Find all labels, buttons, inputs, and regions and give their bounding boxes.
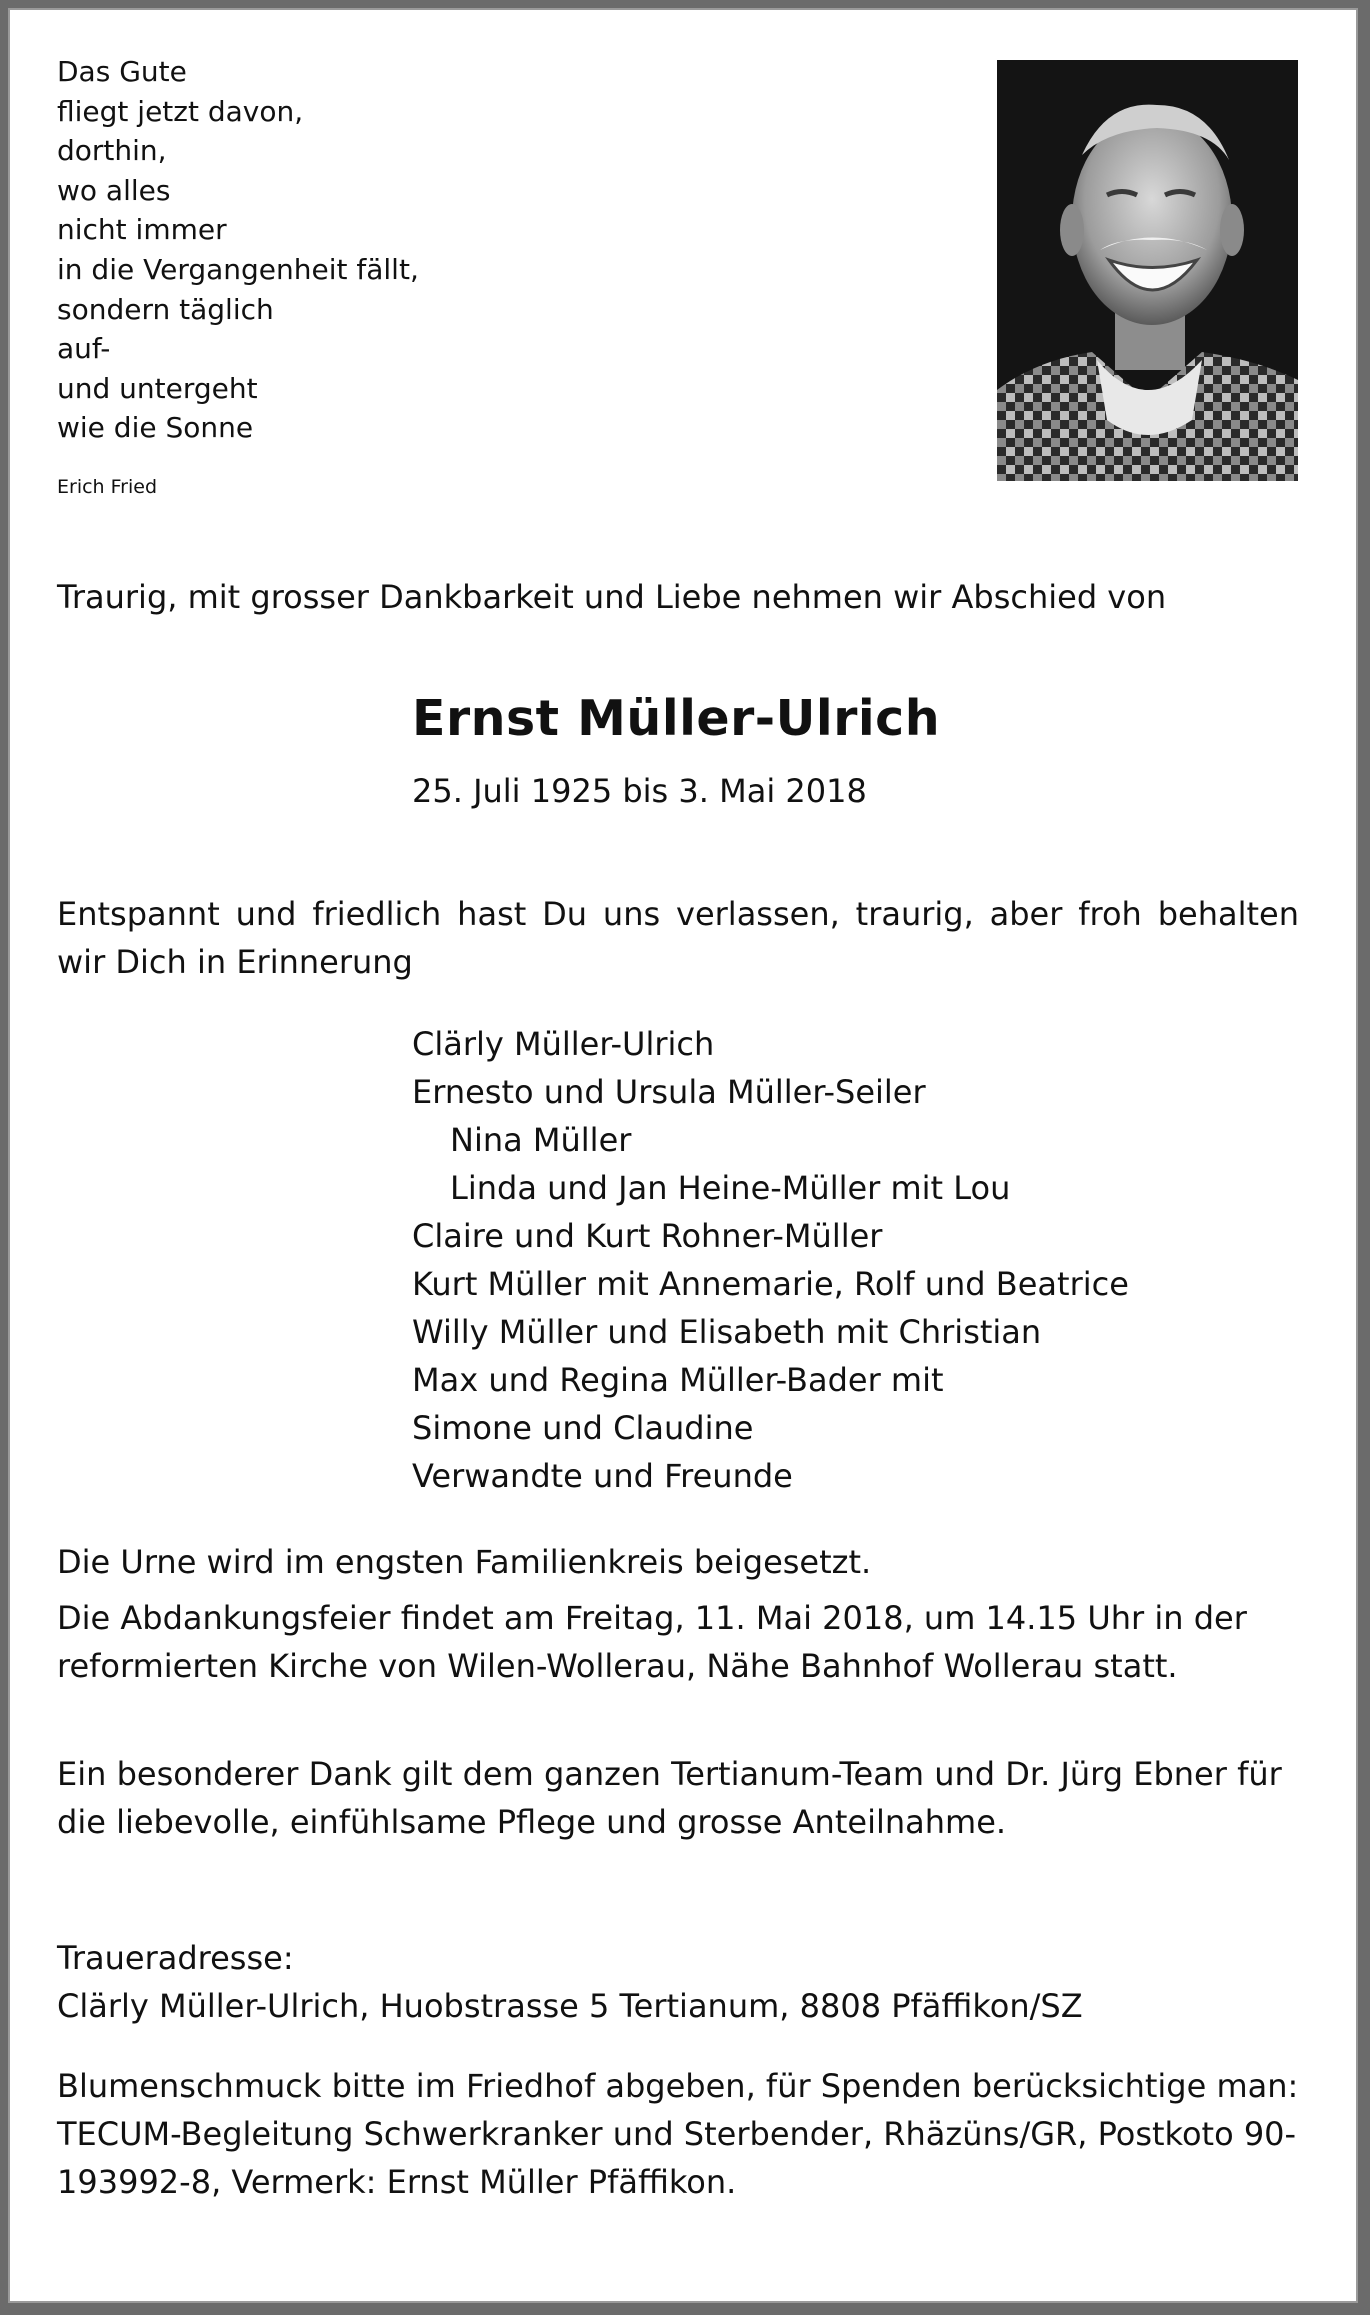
address-value: Clärly Müller-Ulrich, Huobstrasse 5 Tertianum, 8808 Pfäffikon/SZ [57, 1987, 1083, 2025]
mourner: Verwandte und Freunde [412, 1457, 793, 1495]
mourner: Linda und Jan Heine-Müller mit Lou [450, 1169, 1011, 1207]
poem-line: sondern täglich [57, 292, 274, 326]
portrait-photo [997, 60, 1298, 481]
poem-author: Erich Fried [57, 476, 158, 498]
poem-line: fliegt jetzt davon, [57, 94, 304, 128]
urn-notice: Die Urne wird im engsten Familienkreis beigesetzt. [57, 1543, 872, 1581]
mourner: Kurt Müller mit Annemarie, Rolf und Beatrice [412, 1265, 1129, 1303]
poem-line: nicht immer [57, 213, 227, 247]
mourners-list [412, 1020, 1129, 1500]
ceremony-notice: Die Abdankungsfeier findet am Freitag, 11. Mai 2018, um 14.15 Uhr in der reformierten Kirche von Wilen-Wollerau, Nähe Bahnhof Wollerau statt. [57, 1599, 1247, 1685]
poem-line: Das Gute [57, 55, 187, 88]
poem-line: wo alles [57, 173, 171, 207]
farewell-text: Entspannt und friedlich hast Du uns verlassen, traurig, aber froh behalten wir Dich in Erinnerung [57, 895, 1299, 981]
poem-line: dorthin, [57, 134, 167, 168]
thanks-notice: Ein besonderer Dank gilt dem ganzen Tertianum-Team und Dr. Jürg Ebner für die liebevolle, einfühlsame Pflege und grosse Anteilnahme. [57, 1755, 1282, 1841]
intro-text: Traurig, mit grosser Dankbarkeit und Liebe nehmen wir Abschied von [57, 578, 1167, 616]
poem [57, 52, 557, 448]
mourner: Clärly Müller-Ulrich [412, 1025, 715, 1063]
poem-line: auf- [57, 332, 111, 366]
mourner: Nina Müller [450, 1121, 632, 1159]
address-label: Traueradresse: [57, 1939, 294, 1977]
deceased-name: Ernst Müller-Ulrich [412, 690, 941, 747]
flowers-notice: Blumenschmuck bitte im Friedhof abgeben, für Spenden berücksichtige man: TECUM-Begleitung Schwerkranker und Sterbender, Rhäzüns/GR, Postkoto 90-193992-8, Vermerk: Ernst Müller Pfäffikon. [57, 2067, 1299, 2201]
mourner: Ernesto und Ursula Müller-Seiler [412, 1073, 926, 1111]
poem-line: wie die Sonne [57, 411, 254, 445]
portrait-image [997, 60, 1298, 481]
poem-line: in die Vergangenheit fällt, [57, 252, 419, 286]
mourner: Claire und Kurt Rohner-Müller [412, 1217, 883, 1255]
mourner: Willy Müller und Elisabeth mit Christian [412, 1313, 1042, 1351]
mourner: Simone und Claudine [412, 1409, 754, 1447]
poem-line: und untergeht [57, 371, 258, 405]
mourner: Max und Regina Müller-Bader mit [412, 1361, 944, 1399]
life-dates: 25. Juli 1925 bis 3. Mai 2018 [412, 772, 867, 810]
